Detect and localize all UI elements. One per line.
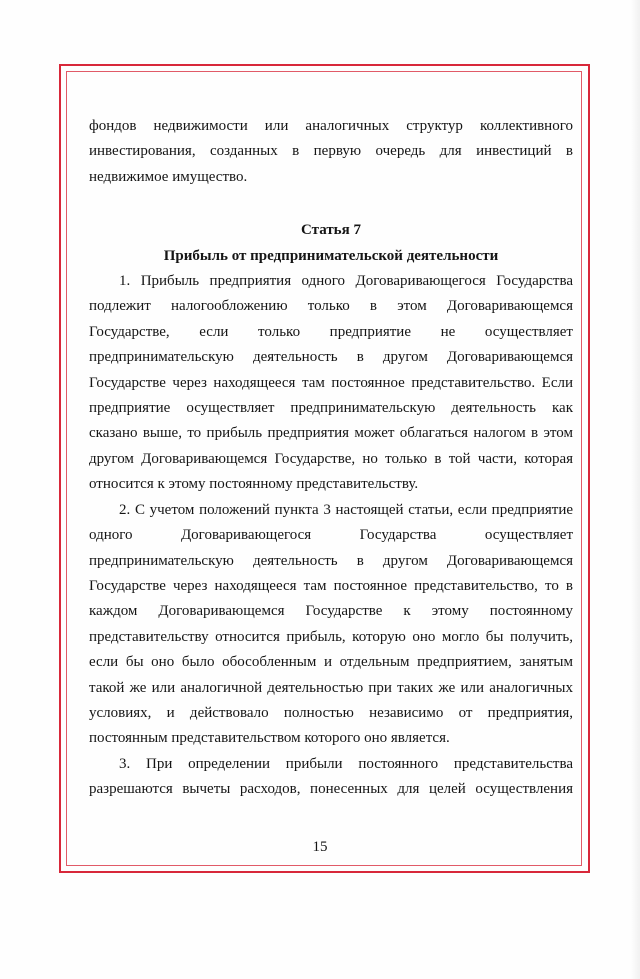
spacer bbox=[89, 190, 573, 218]
page-number: 15 bbox=[312, 839, 328, 855]
paragraph-3: 3. При определении прибыли постоянного представительства разрешаются вычеты расходов, понесенных для целей осуществления bbox=[89, 755, 573, 798]
article-title: Прибыль от предпринимательской деятельности bbox=[163, 247, 499, 264]
article-number: Статья 7 bbox=[301, 222, 361, 239]
scan-edge-shadow bbox=[630, 0, 640, 979]
document-body bbox=[89, 114, 573, 803]
continued-paragraph: фондов недвижимости или аналогичных структур коллективного инвестирования, созданных в первую очередь для инвестиций в недвижимое имущество. bbox=[89, 118, 573, 185]
paragraph-2: 2. С учетом положений пункта 3 настоящей статьи, если предприятие одного Договаривающегося Государства осуществляет предпринимательскую деятельность в другом Договаривающемся Государстве через находящееся там постоянное представительство, то в каждом Договаривающемся Государстве к этому постоянному представительству относится прибыль, которую оно могло бы получить, если бы оно было обособленным и отдельным предприятием, занятым такой же или аналогичной деятельностью при таких же или аналогичных условиях, и действовало полностью независимо от предприятия, постоянным представительством которого оно является. bbox=[89, 501, 573, 747]
paragraph-1: 1. Прибыль предприятия одного Договаривающегося Государства подлежит налогообложению только в этом Договаривающемся Государстве, если только предприятие не осуществляет предпринимательскую деятельность в другом Договаривающемся Государстве через находящееся там постоянное представительство. Если предприятие осуществляет предпринимательскую деятельность как сказано выше, то прибыль предприятия может облагаться налогом в этом другом Договаривающемся Государстве, но только в той части, которая относится к этому постоянному представительству. bbox=[89, 273, 573, 493]
